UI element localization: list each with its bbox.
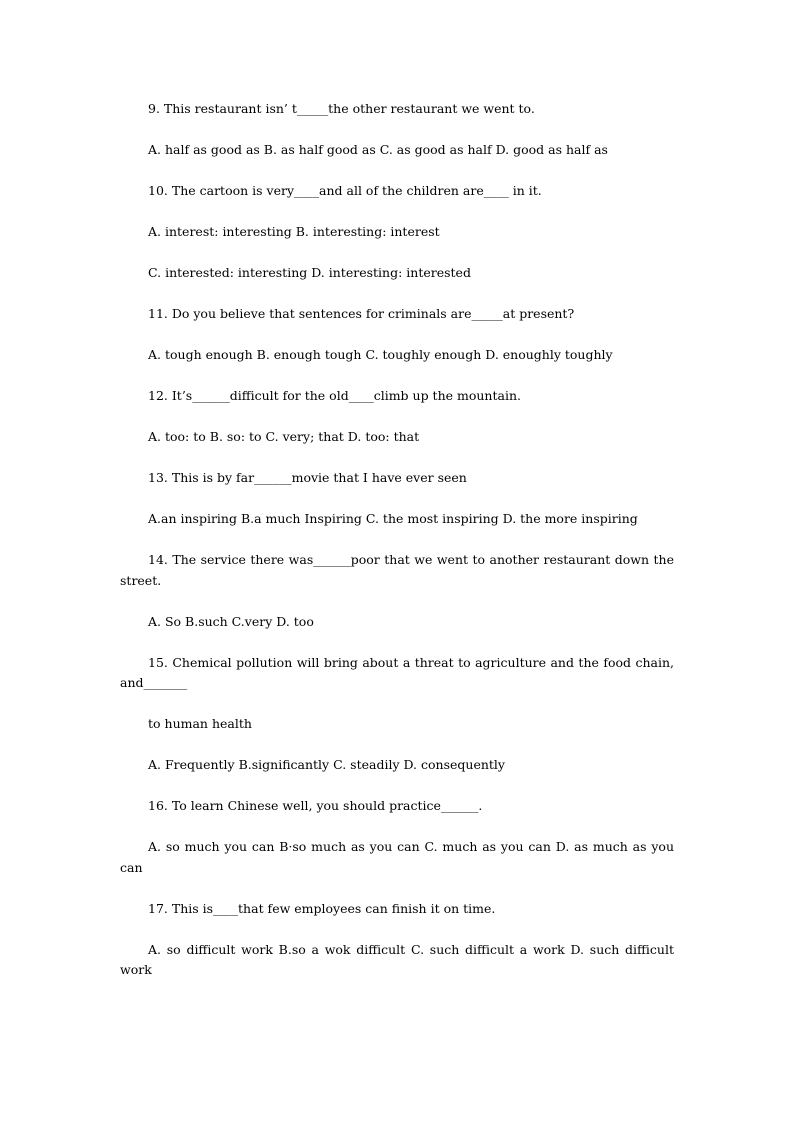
question-12: 12. It’s______difficult for the old____climb up the mountain. — [148, 388, 521, 403]
question-17-options: A. so difficult work B.so a wok difficult C. such difficult a work D. such difficult work — [120, 941, 678, 977]
question-11-options: A. tough enough B. enough tough C. toughly enough D. enoughly toughly — [148, 347, 613, 362]
question-12-options: A. too: to B. so: to C. very; that D. too: that — [148, 429, 420, 444]
question-14: 14. The service there was______poor that we went to another restaurant down the street. — [120, 552, 678, 588]
question-16-options: A. so much you can B·so much as you can C. much as you can D. as much as you can — [120, 839, 678, 875]
document-body — [120, 99, 678, 1001]
question-17: 17. This is____that few employees can finish it on time. — [148, 900, 496, 916]
question-15-options: A. Frequently B.significantly C. steadily D. consequently — [148, 757, 505, 772]
question-10: 10. The cartoon is very____and all of the children are____ in it. — [148, 183, 542, 198]
question-13: 13. This is by far______movie that I have ever seen — [148, 470, 467, 485]
question-9-options: A. half as good as B. as half good as C. as good as half D. good as half as — [148, 142, 608, 157]
question-16: 16. To learn Chinese well, you should practice______. — [148, 798, 483, 813]
question-11: 11. Do you believe that sentences for criminals are_____at present? — [148, 306, 575, 321]
question-14-options: A. So B.such C.very D. too — [148, 613, 314, 629]
question-15: 15. Chemical pollution will bring about a threat to agriculture and the food chain, and_______ — [120, 654, 678, 690]
question-13-options: A.an inspiring B.a much Inspiring C. the most inspiring D. the more inspiring — [148, 511, 638, 526]
question-9: 9. This restaurant isn’ t_____the other restaurant we went to. — [148, 101, 535, 116]
question-10-options-line-1: A. interest: interesting B. interesting: interest — [148, 224, 440, 239]
question-15-continuation: to human health — [148, 716, 252, 731]
question-10-options-line-2: C. interested: interesting D. interesting: interested — [148, 265, 471, 280]
